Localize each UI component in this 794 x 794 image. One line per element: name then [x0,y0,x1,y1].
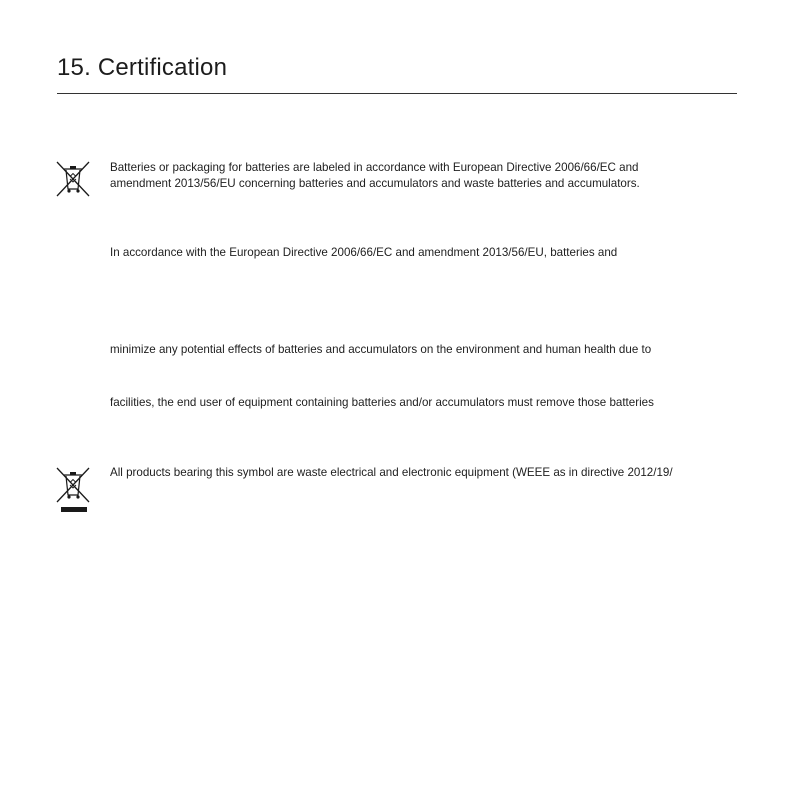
end-user-paragraph [110,395,750,411]
text-line: All products bearing this symbol are waste electrical and electronic equipment (WEEE as in directive 2012/19/ [110,466,673,479]
battery-labeling-paragraph [110,160,750,192]
text-line: Batteries or packaging for batteries are labeled in accordance with European Directive 2006/66/EC and [110,161,639,174]
environment-paragraph [110,342,750,358]
text-line: amendment 2013/56/EU concerning batteries and accumulators and waste batteries and accumulators. [110,177,640,190]
weee-crossed-out-bin-icon [55,466,91,516]
directive-paragraph [110,245,750,261]
page-title: 15. Certification [57,54,228,81]
weee-paragraph [110,465,750,481]
crossed-out-wheelie-bin-icon [55,160,91,198]
text-line: In accordance with the European Directive 2006/66/EC and amendment 2013/56/EU, batteries and [110,246,618,259]
text-line: facilities, the end user of equipment containing batteries and/or accumulators must remove those batteries [110,396,654,409]
title-divider [57,93,737,94]
text-line: minimize any potential effects of batteries and accumulators on the environment and human health due to [110,343,652,356]
